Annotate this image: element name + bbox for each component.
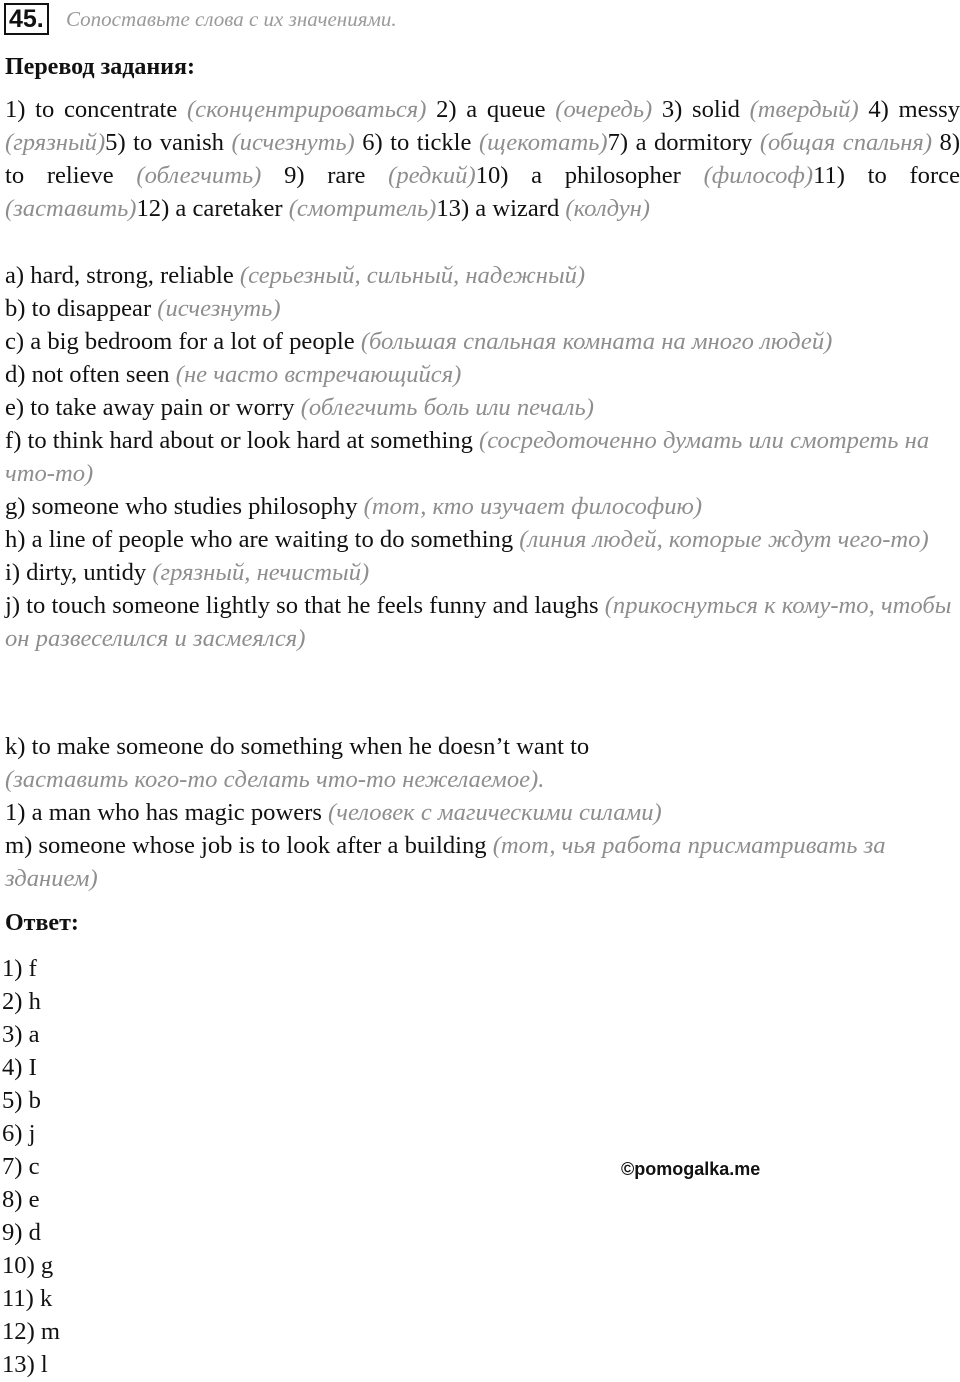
definition-item: d) not often seen (не часто встречающийся) [5,361,462,388]
answer-item: 5) b [2,1087,41,1114]
definition-translation: (заставить кого-то сделать что-то нежелаемое). [5,766,545,793]
site-watermark: ©pomogalka.me [621,1159,761,1179]
word-item: 7) a dormitory (общая спальня) [607,129,933,156]
word-item: 1) to concentrate (сконцентрироваться) [5,96,427,123]
task-title: Сопоставьте слова с их значениями. [66,7,397,31]
answer-item: 3) a [2,1021,40,1048]
answer-item: 4) I [2,1054,37,1081]
word-item: 6) to tickle (щекотать) [354,129,608,156]
definition-item: i) dirty, untidy (грязный, нечистый) [5,559,370,586]
definition-item: a) hard, strong, reliable (серьезный, сильный, надежный) [5,262,586,289]
word-item: 8) to relieve (облегчить) [5,129,960,189]
definition-item: f) to think hard about or look hard at something (сосредоточенно думать или смотреть на что-то) [5,427,930,487]
definition-item: g) someone who studies philosophy (тот, кто изучает философию) [5,493,703,520]
definition-item: m) someone whose job is to look after a building (тот, чья работа присматривать за зданием) [5,832,886,892]
answer-item: 2) h [2,988,41,1015]
word-item: 4) messy (грязный) [5,96,960,156]
answer-item: 7) c [2,1153,40,1180]
answer-item: 8) e [2,1186,40,1213]
definition-list-continued [5,730,960,895]
word-list [5,93,960,225]
word-item: 5) to vanish (исчезнуть) [105,129,355,156]
word-item: 9) rare (редкий) [261,162,476,189]
definition-item: b) to disappear (исчезнуть) [5,295,281,322]
definition-item: c) a big bedroom for a lot of people (большая спальная комната на много людей) [5,328,833,355]
definition-item: k) to make someone do something when he doesn’t want to [5,733,590,760]
answer-heading: Ответ: [5,910,79,936]
answer-item: 13) l [2,1351,48,1378]
answer-item: 12) m [2,1318,61,1345]
answer-item: 1) f [2,955,37,982]
definition-item: e) to take away pain or worry (облегчить боль или печаль) [5,394,594,421]
definition-item: 1) a man who has magic powers (человек с магическими силами) [5,799,662,826]
word-item: 11) to force (заставить) [5,162,960,222]
task-number-box: 45. [4,3,49,35]
answer-item: 10) g [2,1252,54,1279]
translation-heading: Перевод задания: [5,54,195,80]
word-item: 3) solid (твердый) [652,96,859,123]
answer-list [2,952,60,1381]
word-item: 13) a wizard (колдун) [436,195,650,222]
definition-list [5,259,960,655]
answer-item: 9) d [2,1219,41,1246]
answer-item: 11) k [2,1285,53,1312]
word-item: 10) a philosopher (философ) [475,162,814,189]
definition-item: h) a line of people who are waiting to do something (линия людей, которые ждут чего-то) [5,526,929,553]
word-item: 2) a queue (очередь) [426,96,653,123]
definition-item: j) to touch someone lightly so that he feels funny and laughs (прикоснуться к кому-то, чтобы он развеселился и засмеялся) [5,592,952,652]
answer-item: 6) j [2,1120,36,1147]
word-item: 12) a caretaker (смотритель) [136,195,437,222]
